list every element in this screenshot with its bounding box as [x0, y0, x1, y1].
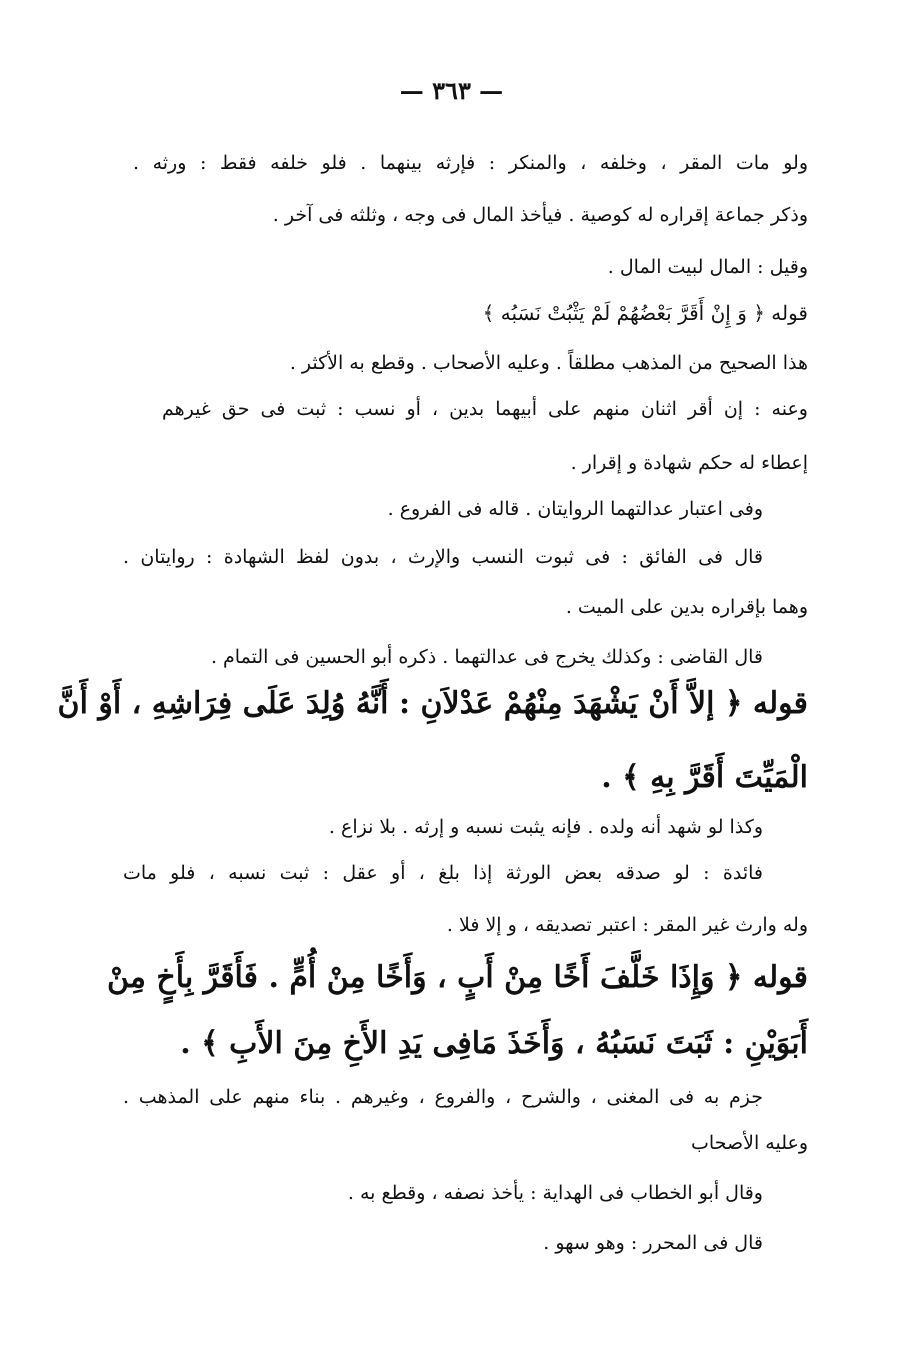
text-line: وله وارث غير المقر : اعتبر تصديقه ، و إلا فلا . — [446, 914, 808, 936]
text-line: وهما بإقراره بدين على الميت . — [565, 596, 808, 618]
page-number: — ٣٦٣ — — [399, 76, 504, 105]
quote-line: قوله ﴿ وَإِذَا خَلَّفَ أَخًا مِنْ أَبٍ ، وَأَخًا مِنْ أُمٍّ . فَأَقَرَّ بِأَخٍ مِنْ — [106, 960, 808, 995]
text-line: وعليه الأصحاب — [691, 1132, 808, 1154]
text-line: إعطاء له حكم شهادة و إقرار . — [570, 452, 808, 474]
quote-line: أَبَوَيْنِ : ثَبَتَ نَسَبُهُ ، وَأَخَذَ مَافِى يَدِ الأَخِ مِنَ الأَبِ ﴾ . — [180, 1026, 808, 1061]
text-line: قال فى الفائق : فى ثبوت النسب والإرث ، بدون لفظ الشهادة : روايتان . — [123, 546, 763, 568]
quote-line: قوله ﴿ وَ إِنْ أَقَرَّ بَعْضُهُمْ لَمْ يَثْبُتْ نَسَبُه ﴾ — [482, 301, 808, 325]
text-line: وكذا لو شهد أنه ولده . فإنه يثبت نسبه و إرثه . بلا نزاع . — [328, 816, 763, 838]
text-line: وقيل : المال لبيت المال . — [607, 256, 808, 278]
text-line: وفى اعتبار عدالتهما الروايتان . قاله فى الفروع . — [387, 498, 763, 520]
quote-line: قوله ﴿ إلاَّ أَنْ يَشْهَدَ مِنْهُمْ عَدْلاَنِ : أَنَّهُ وُلِدَ عَلَى فِرَاشِهِ ، أَوْ أَنَّ — [57, 686, 808, 721]
text-line: هذا الصحيح من المذهب مطلقاً . وعليه الأصحاب . وقطع به الأكثر . — [289, 352, 808, 374]
text-line: ولو مات المقر ، وخلفه ، والمنكر : فإرثه بينهما . فلو خلفه فقط : ورثه . — [133, 152, 808, 174]
text-line: قال فى المحرر : وهو سهو . — [543, 1232, 763, 1254]
text-line: وذكر جماعة إقراره له كوصية . فيأخذ المال فى وجه ، وثلثه فى آخر . — [272, 204, 808, 226]
text-line: وقال أبو الخطاب فى الهداية : يأخذ نصفه ، وقطع به . — [347, 1182, 763, 1204]
text-line: جزم به فى المغنى ، والشرح ، والفروع ، وغيرهم . بناء منهم على المذهب . — [123, 1086, 764, 1108]
text-line: وعنه : إن أقر اثنان منهم على أبيهما بدين ، أو نسب : ثبت فى حق غيرهم — [162, 398, 808, 420]
quote-line: الْمَيِّتَ أَقَرَّ بِهِ ﴾ . — [601, 760, 808, 795]
text-line: قال القاضى : وكذلك يخرج فى عدالتهما . ذكره أبو الحسين فى التمام . — [210, 646, 763, 668]
note-line: فائدة : لو صدقه بعض الورثة إذا بلغ ، أو عقل : ثبت نسبه ، فلو مات — [123, 862, 763, 884]
